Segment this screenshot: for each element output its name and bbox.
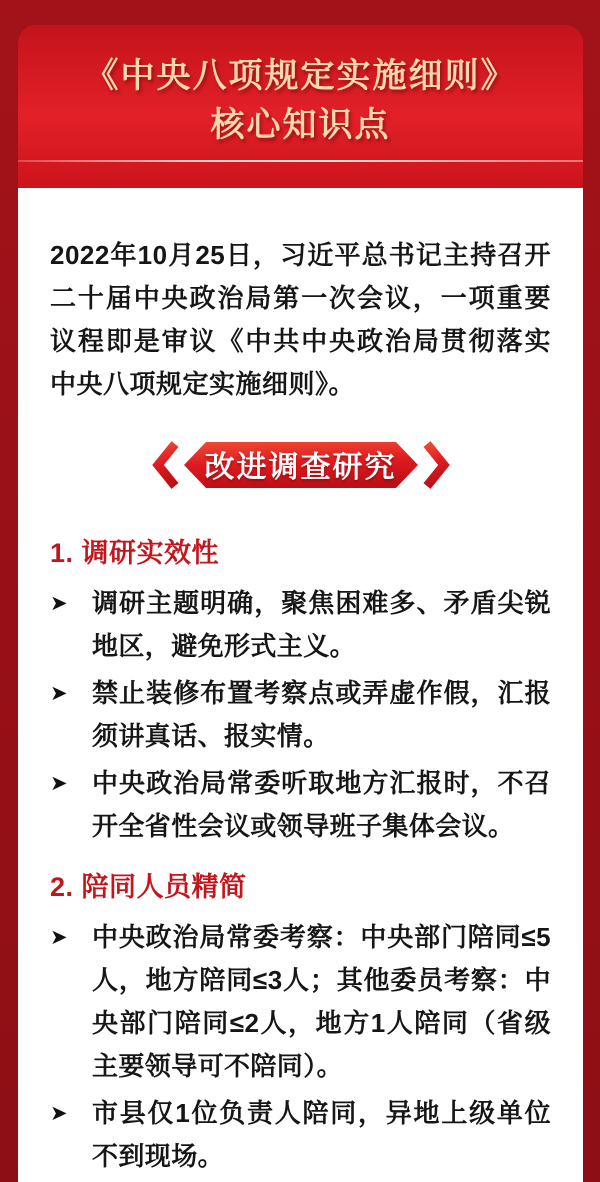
list-item — [50, 672, 551, 758]
arrow-bullet-icon: ➤ — [50, 926, 68, 949]
list-item — [50, 762, 551, 848]
section-1-bullet-list — [50, 582, 551, 848]
header-banner — [18, 25, 583, 188]
arrow-bullet-icon: ➤ — [50, 592, 68, 615]
arrow-bullet-icon: ➤ — [50, 1102, 68, 1125]
bullet-text: 中央政治局常委考察：中央部门陪同≤5人，地方陪同≤3人；其他委员考察：中央部门陪同≤2人，地方1人陪同（省级主要领导可不陪同）。 — [92, 922, 551, 1081]
arrow-bullet-icon: ➤ — [50, 772, 68, 795]
section-1-heading: 1. 调研实效性 — [50, 538, 220, 568]
list-item — [50, 916, 551, 1088]
ribbon-label: 改进调查研究 — [204, 451, 397, 484]
section-2-bullet-list — [50, 916, 551, 1178]
arrow-bullet-icon: ➤ — [50, 682, 68, 705]
section-2-heading: 2. 陪同人员精简 — [50, 872, 247, 902]
list-item — [50, 582, 551, 668]
header-divider — [18, 160, 583, 162]
section-ribbon — [151, 438, 451, 492]
page-title-line2: 核心知识点 — [210, 106, 391, 144]
page-title — [18, 52, 583, 150]
bullet-text: 禁止装修布置考察点或弄虚作假，汇报须讲真话、报实情。 — [92, 678, 551, 751]
list-item — [50, 1092, 551, 1178]
content-card — [18, 25, 583, 1182]
bullet-text: 市县仅1位负责人陪同，异地上级单位不到现场。 — [92, 1098, 551, 1171]
intro-paragraph: 2022年10月25日，习近平总书记主持召开二十届中央政治局第一次会议，一项重要议程即是审议《中共中央政治局贯彻落实中央八项规定实施细则》。 — [50, 240, 551, 399]
card-body — [18, 188, 583, 1182]
bullet-text: 中央政治局常委听取地方汇报时，不召开全省性会议或领导班子集体会议。 — [92, 768, 551, 841]
page-title-line1: 《中央八项规定实施细则》 — [84, 57, 517, 95]
bullet-text: 调研主题明确，聚焦困难多、矛盾尖锐地区，避免形式主义。 — [92, 588, 551, 661]
